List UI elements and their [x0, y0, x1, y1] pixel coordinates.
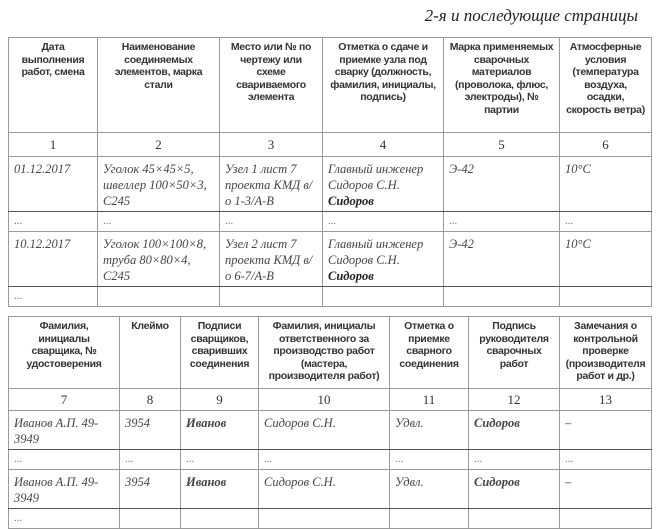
header-responsible: Фамилия, инициалы ответственного за производство работ (мастера, производителя работ)	[259, 317, 390, 389]
date-cell: 10.12.2017	[9, 232, 98, 287]
header-row	[9, 317, 652, 389]
welder-cell: Иванов А.П. 49-3949	[9, 470, 120, 509]
col-num: 10	[259, 389, 390, 411]
responsible-cell: Сидоров С.Н.	[259, 470, 390, 509]
ellipsis: ...	[323, 212, 444, 232]
table-row	[9, 232, 652, 287]
stamp-cell: 3954	[120, 411, 181, 450]
empty-cell	[469, 509, 560, 529]
material-cell: Э-42	[444, 232, 560, 287]
col-num: 2	[98, 133, 220, 157]
welder-cell: Иванов А.П. 49-3949	[9, 411, 120, 450]
welder-signature: Иванов	[181, 470, 259, 509]
header-place: Место или № по чертежу или схеме свариваемого элемента	[220, 38, 323, 133]
header-weather: Атмосферные условия (температура воздуха, осадки, скорость ветра)	[560, 38, 652, 133]
stamp-cell: 3954	[120, 470, 181, 509]
col-num: 7	[9, 389, 120, 411]
ellipsis-row	[9, 287, 652, 307]
col-num: 3	[220, 133, 323, 157]
header-welder: Фамилия, инициалы сварщика, № удостоверения	[9, 317, 120, 389]
place-cell: Узел 2 лист 7 проекта КМД в/о 6-7/А-В	[220, 232, 323, 287]
column-number-row	[9, 133, 652, 157]
header-acceptance: Отметка о сдаче и приемке узла под сварку (должность, фамилия, инициалы, подпись)	[323, 38, 444, 133]
header-date: Дата выполнения работ, смена	[9, 38, 98, 133]
ellipsis: ...	[259, 450, 390, 470]
empty-cell	[220, 287, 323, 307]
header-stamp: Клеймо	[120, 317, 181, 389]
acceptance-cell	[323, 232, 444, 287]
col-num: 5	[444, 133, 560, 157]
ellipsis: ...	[181, 450, 259, 470]
col-num: 9	[181, 389, 259, 411]
ellipsis: ...	[9, 450, 120, 470]
table-row	[9, 470, 652, 509]
header-elements: Наименование соединяемых элементов, марка стали	[98, 38, 220, 133]
empty-cell	[560, 509, 652, 529]
ellipsis: ...	[220, 212, 323, 232]
acceptance-text: Главный инженер Сидоров С.Н.	[328, 162, 424, 192]
signature: Сидоров	[328, 194, 374, 208]
ellipsis: ...	[390, 450, 469, 470]
col-num: 1	[9, 133, 98, 157]
elements-cell: Уголок 100×100×8, труба 80×80×4, С245	[98, 232, 220, 287]
empty-cell	[98, 287, 220, 307]
acceptance-text: Главный инженер Сидоров С.Н.	[328, 237, 424, 267]
ellipsis: ...	[9, 509, 120, 529]
header-acceptance: Отметка о приемке сварного соединения	[390, 317, 469, 389]
acceptance-cell: Удвл.	[390, 411, 469, 450]
header-row	[9, 38, 652, 133]
elements-cell: Уголок 45×45×5, швеллер 100×50×3, С245	[98, 157, 220, 212]
welding-log-table-1	[8, 37, 652, 307]
ellipsis-row	[9, 450, 652, 470]
welding-log-table-2	[8, 316, 652, 529]
empty-cell	[259, 509, 390, 529]
ellipsis: ...	[9, 212, 98, 232]
empty-cell	[390, 509, 469, 529]
empty-cell	[120, 509, 181, 529]
ellipsis-row	[9, 509, 652, 529]
empty-cell	[181, 509, 259, 529]
ellipsis-row	[9, 212, 652, 232]
acceptance-cell: Удвл.	[390, 470, 469, 509]
ellipsis: ...	[98, 212, 220, 232]
weather-cell: 10°С	[560, 157, 652, 212]
ellipsis: ...	[560, 212, 652, 232]
column-number-row	[9, 389, 652, 411]
col-num: 4	[323, 133, 444, 157]
col-num: 11	[390, 389, 469, 411]
welder-signature: Иванов	[181, 411, 259, 450]
ellipsis: ...	[120, 450, 181, 470]
ellipsis: ...	[444, 212, 560, 232]
header-manager-signature: Подпись руководителя сварочных работ	[469, 317, 560, 389]
remarks-cell: –	[560, 470, 652, 509]
col-num: 6	[560, 133, 652, 157]
acceptance-cell	[323, 157, 444, 212]
ellipsis: ...	[560, 450, 652, 470]
empty-cell	[323, 287, 444, 307]
material-cell: Э-42	[444, 157, 560, 212]
signature: Сидоров	[328, 269, 374, 283]
empty-cell	[444, 287, 560, 307]
ellipsis: ...	[469, 450, 560, 470]
remarks-cell: –	[560, 411, 652, 450]
col-num: 12	[469, 389, 560, 411]
ellipsis: ...	[9, 287, 98, 307]
col-num: 13	[560, 389, 652, 411]
header-remarks: Замечания о контрольной проверке (производителя работ и др.)	[560, 317, 652, 389]
empty-cell	[560, 287, 652, 307]
header-material: Марка применяемых сварочных материалов (проволока, флюс, электроды), № партии	[444, 38, 560, 133]
weather-cell: 10°С	[560, 232, 652, 287]
manager-signature: Сидоров	[469, 470, 560, 509]
header-welder-signatures: Подписи сварщиков, сваривших соединения	[181, 317, 259, 389]
responsible-cell: Сидоров С.Н.	[259, 411, 390, 450]
manager-signature: Сидоров	[469, 411, 560, 450]
date-cell: 01.12.2017	[9, 157, 98, 212]
table-row	[9, 411, 652, 450]
place-cell: Узел 1 лист 7 проекта КМД в/о 1-3/А-В	[220, 157, 323, 212]
table-row	[9, 157, 652, 212]
col-num: 8	[120, 389, 181, 411]
page-title: 2-я и последующие страницы	[424, 6, 638, 25]
